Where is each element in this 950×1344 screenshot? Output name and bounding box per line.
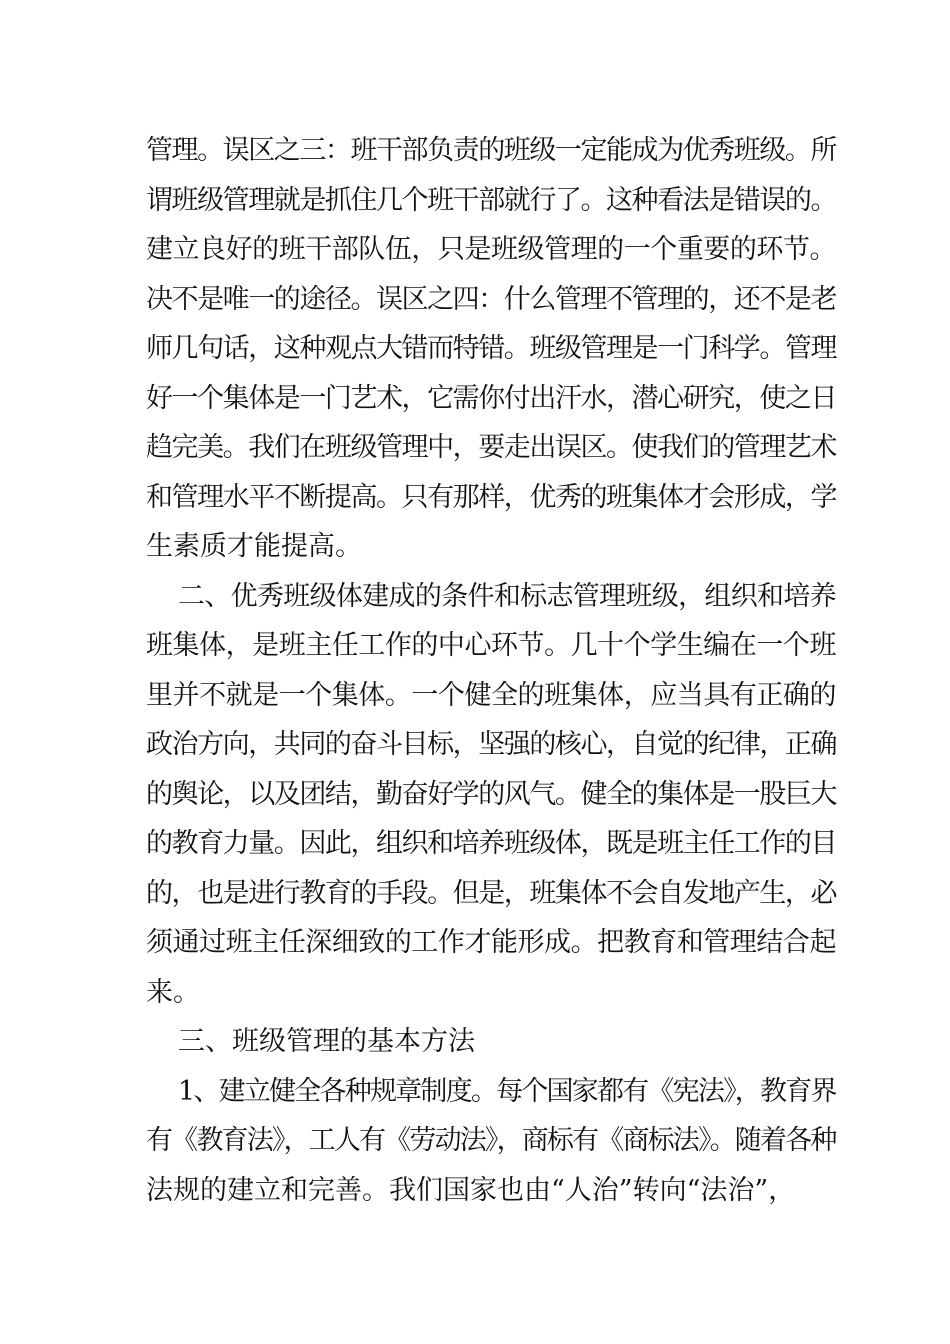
text-line: 好一个集体是一门艺术，它需你付出汗水，潜心研究，使之日 bbox=[146, 382, 836, 414]
body-text bbox=[146, 126, 836, 1215]
text-line: 来。 bbox=[146, 976, 200, 1008]
text-line: 的教育力量。因此，组织和培养班级体，既是班主任工作的目 bbox=[146, 828, 836, 859]
text-line: 谓班级管理就是抓住几个班干部就行了。这种看法是错误的。 bbox=[146, 184, 836, 216]
text-line: 里并不就是一个集体。一个健全的班集体，应当具有正确的 bbox=[146, 679, 836, 711]
text-line: 趋完美。我们在班级管理中，要走出误区。使我们的管理艺术 bbox=[146, 432, 836, 463]
text-line: 生素质才能提高。 bbox=[146, 531, 362, 562]
section-heading: 三、班级管理的基本方法 bbox=[178, 1026, 475, 1057]
paragraph-heading-line: 1、建立健全各种规章制度。每个国家都有《宪法》，教育界 bbox=[178, 1075, 836, 1107]
text-line: 须通过班主任深细致的工作才能形成。把教育和管理结合起 bbox=[146, 927, 836, 958]
text-line: 班集体，是班主任工作的中心环节。几十个学生编在一个班 bbox=[146, 630, 836, 661]
text-line: 政治方向，共同的奋斗目标，坚强的核心，自觉的纪律，正确 bbox=[146, 729, 836, 760]
text-line: 管理。误区之三：班干部负责的班级一定能成为优秀班级。所 bbox=[146, 135, 836, 166]
text-line: 师几句话，这种观点大错而特错。班级管理是一门科学。管理 bbox=[146, 333, 836, 364]
text-line: 和管理水平不断提高。只有那样，优秀的班集体才会形成，学 bbox=[146, 481, 836, 513]
paragraph-heading-line: 二、优秀班级体建成的条件和标志管理班级，组织和培养 bbox=[178, 580, 836, 612]
text-line: 的，也是进行教育的手段。但是，班集体不会自发地产生，必 bbox=[146, 877, 836, 909]
text-line: 的舆论，以及团结，勤奋好学的风气。健全的集体是一股巨大 bbox=[146, 778, 836, 810]
text-line: 决不是唯一的途径。误区之四：什么管理不管理的，还不是老 bbox=[146, 283, 836, 315]
text-line: 法规的建立和完善。我们国家也由“人治”转向“法治”， bbox=[146, 1174, 796, 1206]
text-line: 建立良好的班干部队伍，只是班级管理的一个重要的环节。 bbox=[146, 234, 836, 265]
text-line: 有《教育法》，工人有《劳动法》，商标有《商标法》。随着各种 bbox=[146, 1125, 836, 1156]
